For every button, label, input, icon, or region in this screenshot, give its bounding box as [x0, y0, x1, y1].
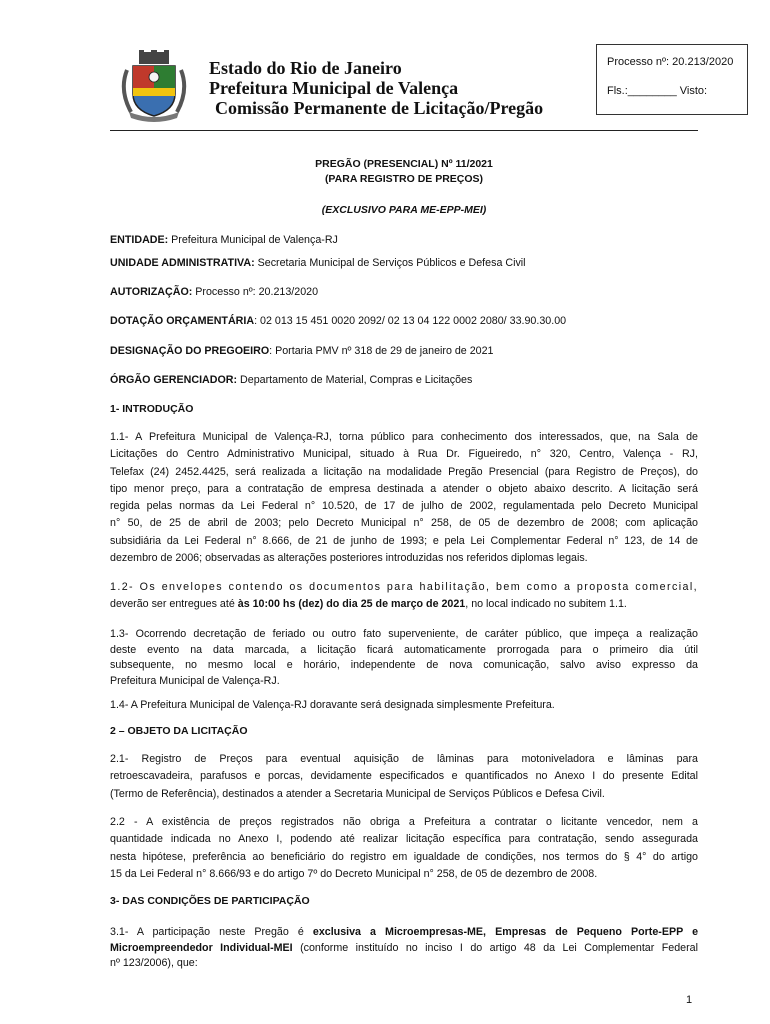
title-pregao: PREGÃO (PRESENCIAL) Nº 11/2021 [315, 158, 493, 170]
deadline-highlight: às 10:00 hs (dez) do dia 25 de março de 2021 [237, 598, 466, 611]
paragraph-1-2 [110, 579, 698, 614]
text-line: regida pelas normas da Lei Federal n° 10.520, de 17 de julho de 2002, regulamentada pelo Decreto Municipal [110, 500, 698, 513]
process-number: Processo nº: 20.213/2020 [607, 56, 734, 68]
text-line: tipo menor preço, para a contratação de empresa destinada a atender o objeto abaixo descrito. A licitação será [110, 482, 698, 495]
text-line: subsequente, no mesmo local e horário, independente de nova comunicação, salvo aviso expresso da [110, 659, 698, 671]
text-line: quantidade indicada no Anexo I, podendo até realizar licitação específica para contratação, sendo assegurada [110, 833, 698, 846]
text-line: 1.1- A Prefeitura Municipal de Valença-RJ, torna público para conhecimento dos interessados, que, na Sala de [110, 431, 698, 443]
header-prefeitura: Prefeitura Municipal de Valença [209, 78, 459, 98]
header-state: Estado do Rio de Janeiro [209, 58, 402, 78]
text-line: retroescavadeira, parafusos e porcas, devidamente especificados e quantificados no Anexo I do presente Edital [110, 770, 698, 783]
text-run: 3.1- A participação neste Pregão é [110, 926, 313, 938]
text-line: n° 50, de 25 de abril de 2003; pelo Decreto Municipal n° 258, de 05 de dezembro de 2008; com aplicação [110, 517, 698, 530]
field-unidade [110, 257, 698, 269]
page-number: 1 [686, 994, 693, 1006]
field-value: : 02 013 15 451 0020 2092/ 02 13 04 122 0002 2080/ 33.90.30.00 [254, 315, 567, 327]
text-line: Prefeitura Municipal de Valença-RJ. [110, 674, 280, 687]
field-label: DOTAÇÃO ORÇAMENTÁRIA [110, 315, 255, 327]
field-value: Processo nº: 20.213/2020 [192, 286, 319, 298]
text-line: nº 123/2006), que: [110, 957, 198, 969]
text-bold: Microempreendedor Individual-MEI [110, 941, 293, 954]
text-line: 15 da Lei Federal n° 8.666/93 e do artigo 7º do Decreto Municipal n° 258, de 05 de dezembro de 2008. [110, 867, 598, 880]
paragraph-1-3 [110, 627, 698, 689]
text-line: Licitações do Centro Administrativo Municipal, situado à Rua Dr. Figueiredo, n° 320, Centro, Valença - RJ, [110, 448, 698, 461]
field-dotacao [110, 315, 698, 327]
text-line: dezembro de 2006; observadas as alterações posteriores introduzidas nos referidos diplomas legais. [110, 552, 588, 565]
text-line: (Termo de Referência), destinados a atender a Secretaria Municipal de Serviços Públicos e Defesa Civil. [110, 787, 605, 800]
text-line: subsidiária da Lei Federal n° 8.666, de 21 de junho de 1993; e pela Lei Complementar Federal n° 123, de 14 de [110, 534, 698, 547]
field-value: Prefeitura Municipal de Valença-RJ [168, 234, 338, 246]
section-introducao: 1- INTRODUÇÃO [110, 403, 194, 415]
text-run: (conforme instituído no inciso I do artigo 48 da Lei Complementar Federal [292, 941, 698, 954]
title-exclusivo: (EXCLUSIVO PARA ME-EPP-MEI) [321, 204, 487, 216]
title-registro: (PARA REGISTRO DE PREÇOS) [324, 173, 484, 185]
text-line [110, 596, 698, 613]
text-line: 1.3- Ocorrendo decretação de feriado ou outro fato superveniente, de caráter público, que impeça a realização [110, 628, 698, 640]
text-line [110, 925, 698, 941]
text-run: , no local indicado no subitem 1.1. [465, 598, 627, 611]
text-line: 2.1- Registro de Preços para eventual aquisição de lâminas para motoniveladora e lâminas para [110, 753, 698, 765]
text-bold: exclusiva a Microempresas-ME, Empresas de Pequeno Porte-EPP e [312, 926, 699, 938]
process-box [596, 44, 748, 115]
field-value: Secretaria Municipal de Serviços Públicos e Defesa Civil [254, 257, 526, 269]
field-label: DESIGNAÇÃO DO PREGOEIRO [110, 345, 270, 357]
field-label: AUTORIZAÇÃO: [110, 286, 193, 298]
paragraph-1-1 [110, 429, 698, 567]
field-entidade [110, 234, 698, 246]
paragraph-1-4 [110, 697, 698, 714]
field-value: : Portaria PMV nº 318 de 29 de janeiro de 2021 [269, 345, 494, 357]
paragraph-2-2 [110, 814, 698, 883]
field-designacao [110, 345, 698, 357]
section-objeto: 2 – OBJETO DA LICITAÇÃO [110, 725, 248, 737]
text-line: 1.2- Os envelopes contendo os documentos para habilitação, bem como a proposta comercial, [110, 581, 698, 593]
fls-visto: Fls.:________ Visto: [607, 85, 708, 97]
field-label: ENTIDADE: [110, 234, 169, 246]
text-line [110, 941, 698, 957]
paragraph-3-1 [110, 925, 698, 972]
text-line: 2.2 - A existência de preços registrados não obriga a Prefeitura a contratar o licitante vencedor, nem a [110, 816, 698, 828]
field-value: Departamento de Material, Compras e Licitações [237, 374, 473, 386]
header-commission: Comissão Permanente de Licitação/Pregão [215, 98, 544, 118]
field-autorizacao [110, 286, 698, 298]
field-orgao [110, 374, 698, 386]
letterhead [209, 58, 543, 118]
text-line: nesta hipótese, preferência ao beneficiário do registro em igualdade de condições, nos termos do § 4° do artigo [110, 850, 698, 863]
field-label: UNIDADE ADMINISTRATIVA: [110, 257, 255, 269]
text-line: deste evento na data marcada, a licitação ficará automaticamente prorrogada para o primeiro dia útil [110, 643, 698, 656]
text-run: deverão ser entregues até [110, 598, 238, 611]
paragraph-2-1 [110, 751, 698, 803]
coat-of-arms-icon [117, 50, 191, 122]
section-condicoes: 3- DAS CONDIÇÕES DE PARTICIPAÇÃO [110, 895, 310, 907]
field-label: ÓRGÃO GERENCIADOR: [110, 374, 238, 386]
header-divider [110, 130, 698, 131]
text-line: 1.4- A Prefeitura Municipal de Valença-RJ doravante será designada simplesmente Prefeitura. [110, 699, 555, 711]
text-line: Telefax (24) 2452.4425, será realizada a licitação na modalidade Pregão Presencial (para Registro de Preços), do [110, 465, 698, 478]
